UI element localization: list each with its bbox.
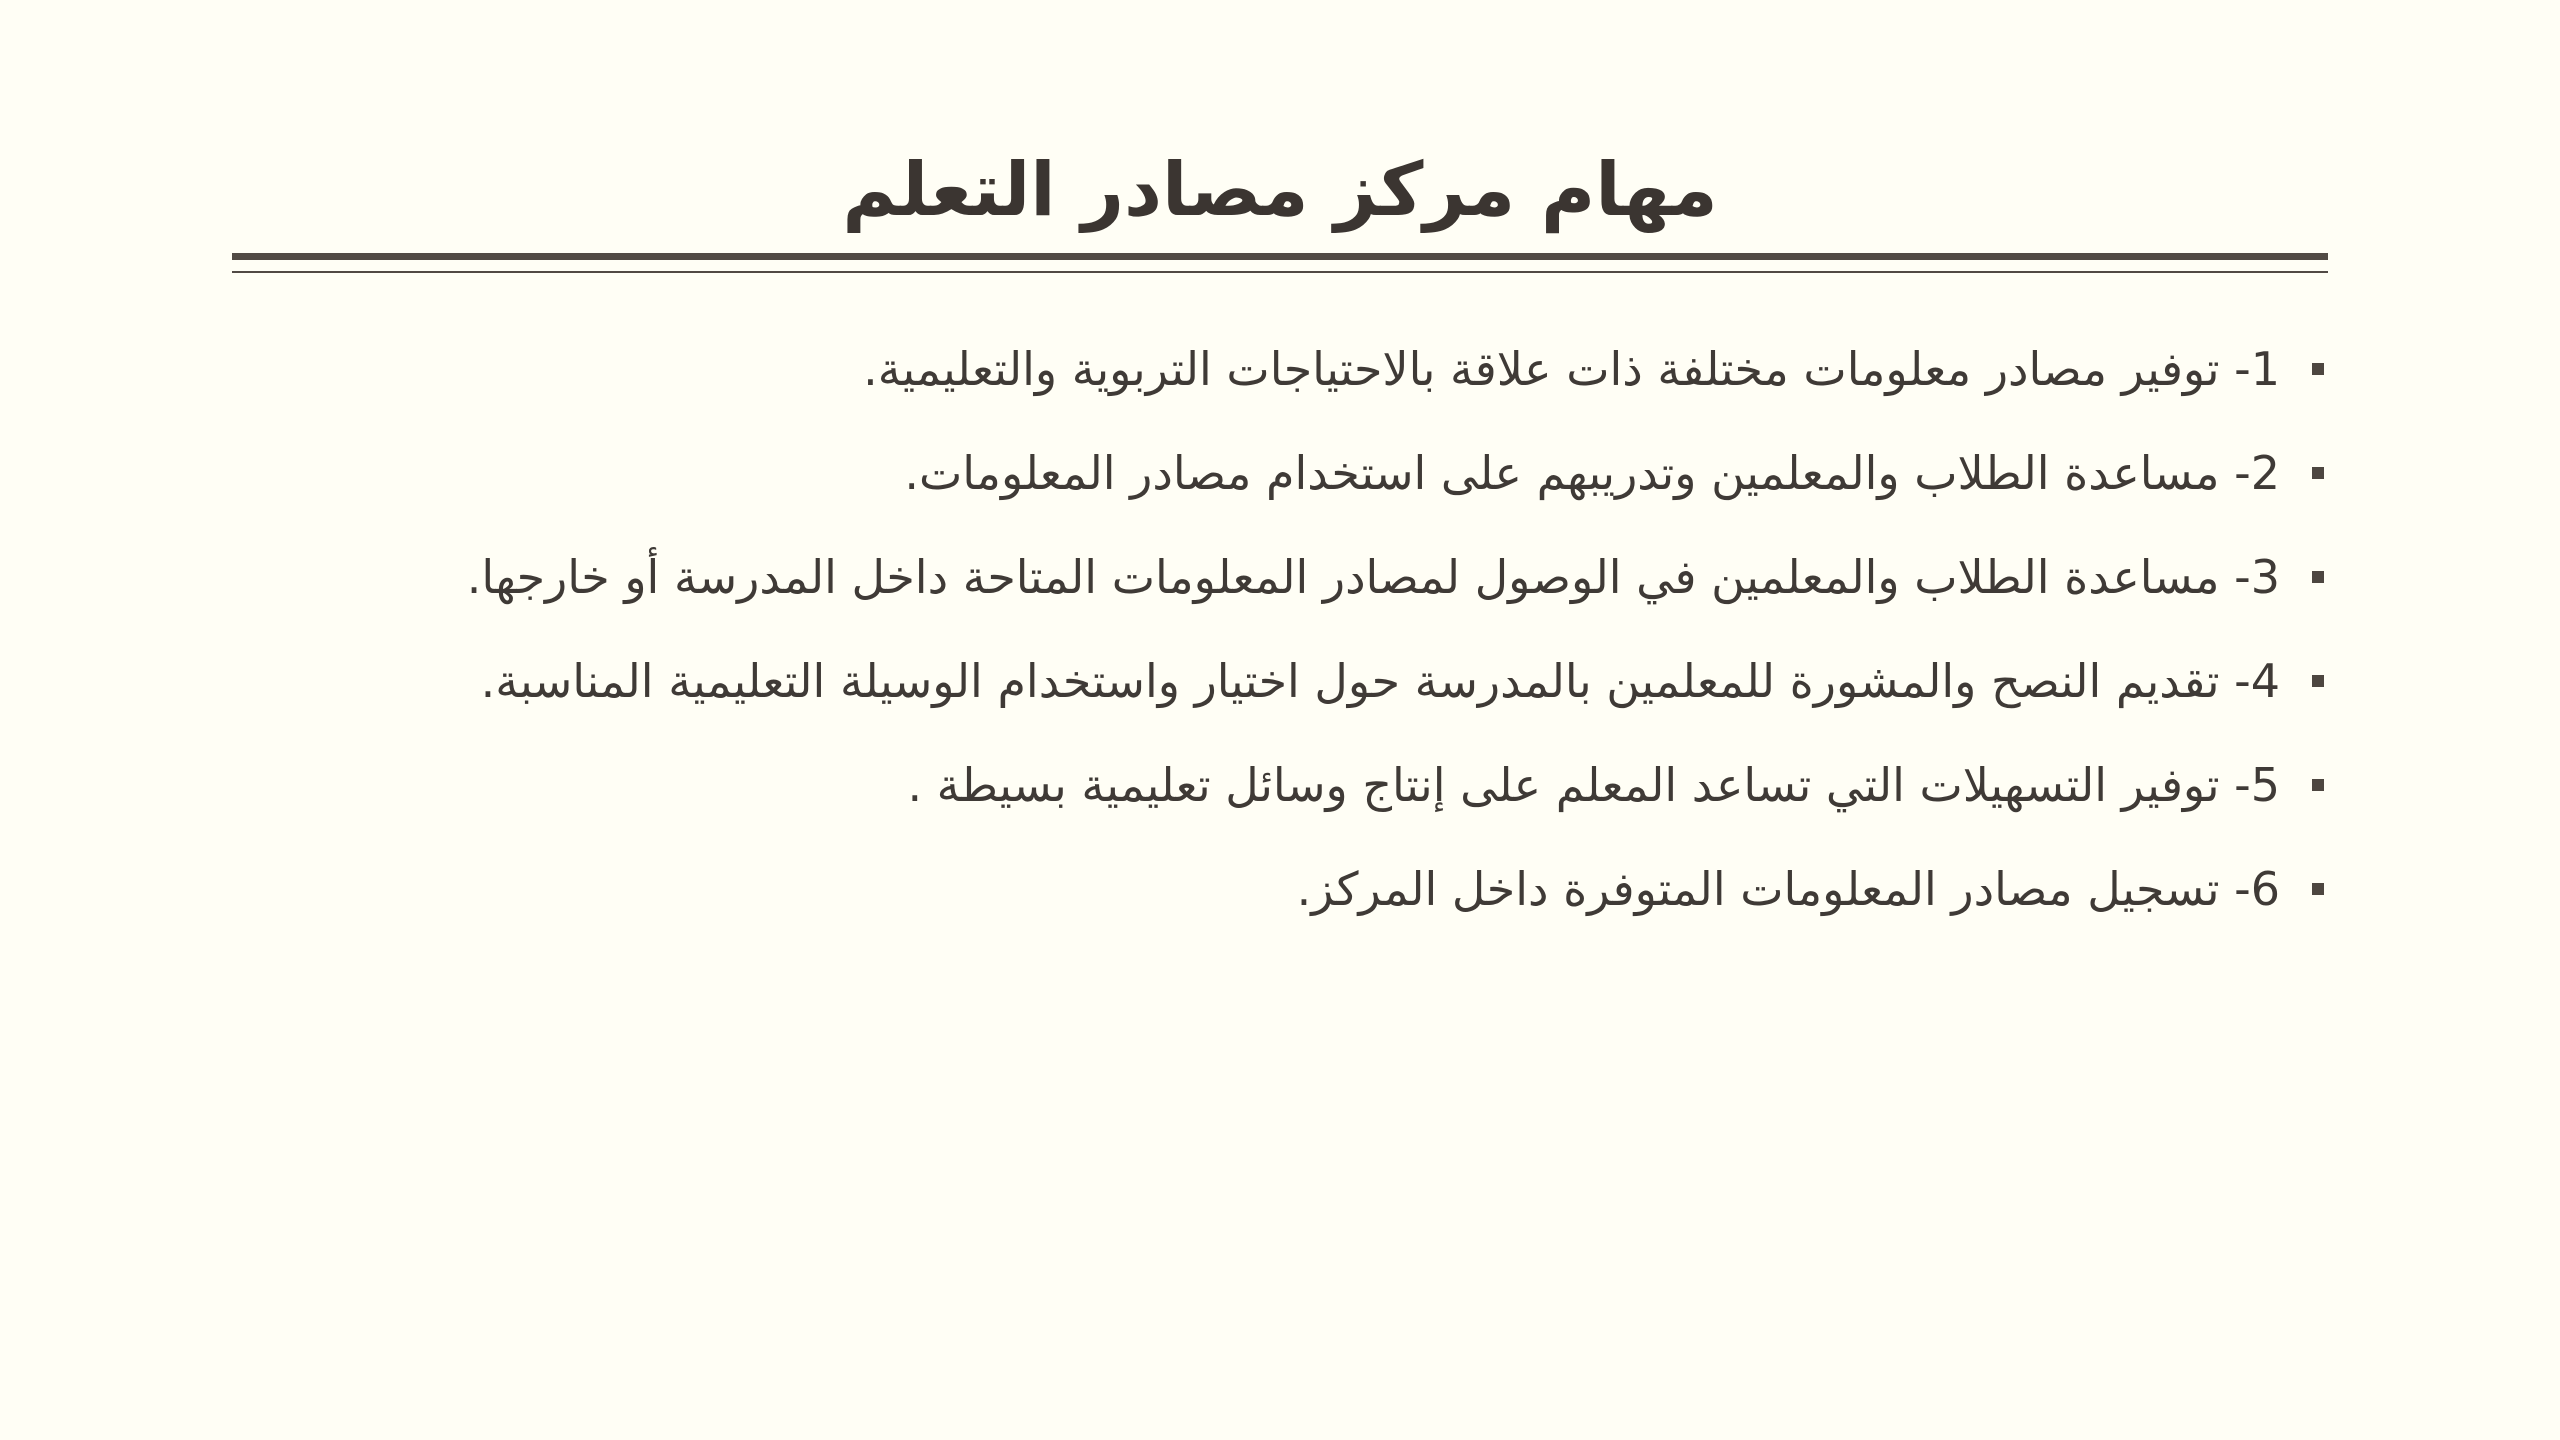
bullet-item-3: [408, 548, 2328, 606]
bullet-item-5: [408, 756, 2328, 814]
bullet-text: 1- توفير مصادر معلومات مختلفة ذات علاقة بالاحتياجات التربوية والتعليمية.: [863, 342, 2280, 396]
square-bullet-icon: [2312, 779, 2324, 791]
bullet-text: 5- توفير التسهيلات التي تساعد المعلم على إنتاج وسائل تعليمية بسيطة .: [907, 758, 2280, 812]
bullet-text: 6- تسجيل مصادر المعلومات المتوفرة داخل المركز.: [1296, 862, 2280, 916]
bullet-text: 3- مساعدة الطلاب والمعلمين في الوصول لمصادر المعلومات المتاحة داخل المدرسة أو خارجها.: [466, 550, 2280, 604]
square-bullet-icon: [2312, 883, 2324, 895]
bullet-text: 4- تقديم النصح والمشورة للمعلمين بالمدرسة حول اختيار واستخدام الوسيلة التعليمية المناسبة.: [480, 654, 2280, 708]
bullet-item-6: [408, 860, 2328, 918]
square-bullet-icon: [2312, 571, 2324, 583]
square-bullet-icon: [2312, 467, 2324, 479]
square-bullet-icon: [2312, 675, 2324, 687]
bullet-item-4: [408, 652, 2328, 710]
slide-title: مهام مركز مصادر التعلم: [842, 147, 1718, 233]
title-underline-thin: [232, 271, 2328, 273]
square-bullet-icon: [2312, 363, 2324, 375]
title-underline-thick: [232, 253, 2328, 260]
bullet-text: 2- مساعدة الطلاب والمعلمين وتدريبهم على استخدام مصادر المعلومات.: [904, 446, 2280, 500]
bullet-item-2: [408, 444, 2328, 502]
bullet-list: [408, 340, 2328, 964]
bullet-item-1: [408, 340, 2328, 398]
